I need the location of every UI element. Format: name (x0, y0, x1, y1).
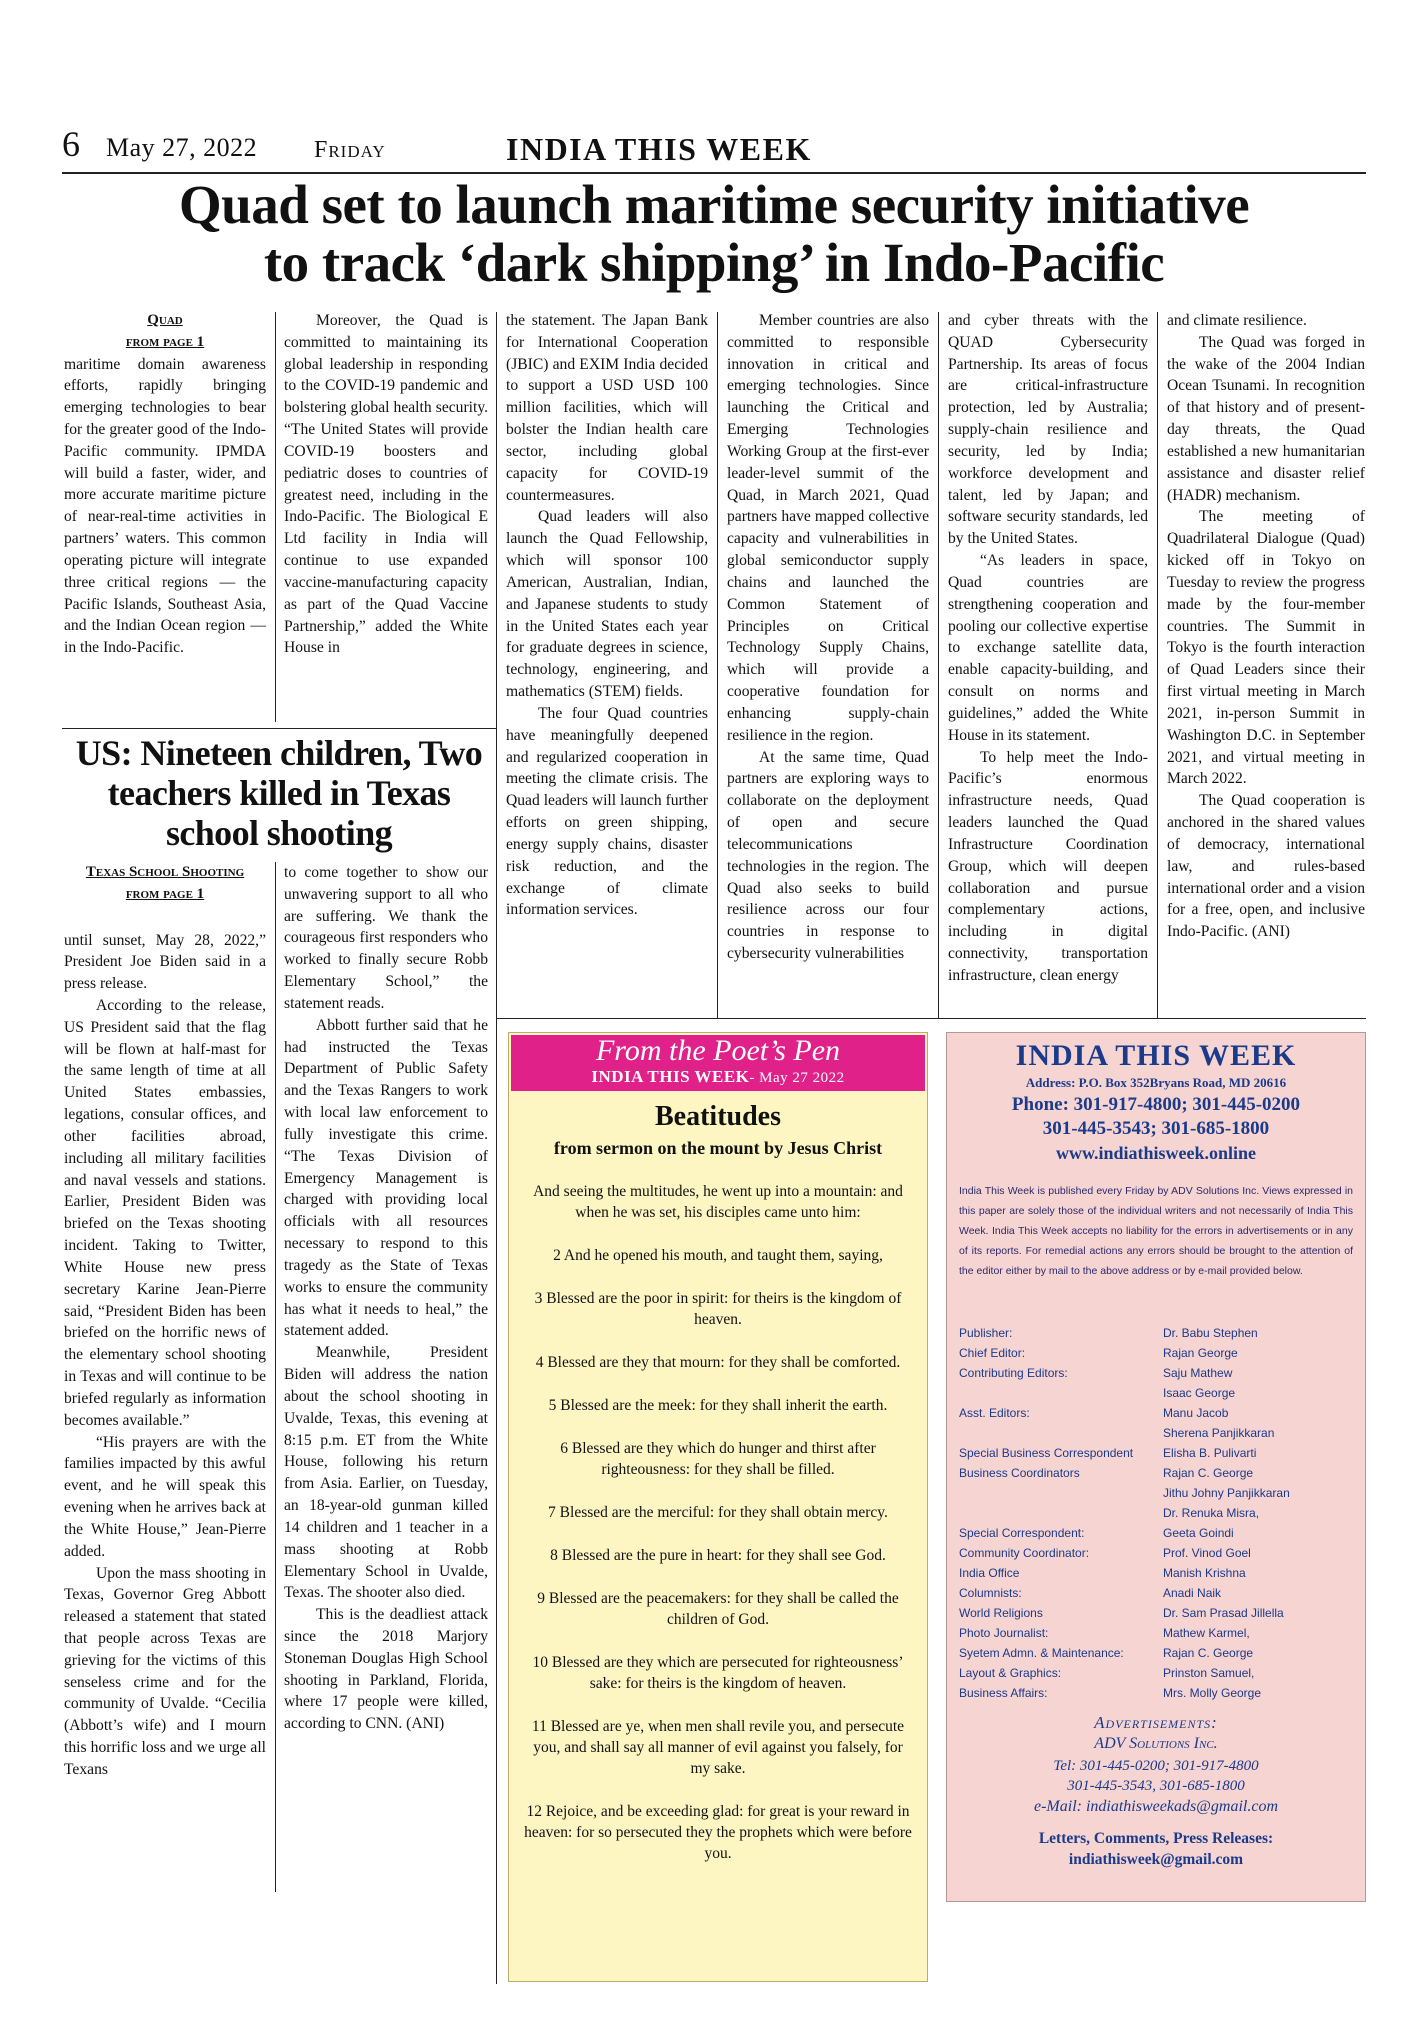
poets-pen-banner-title: From the Poet’s Pen (595, 1034, 841, 1067)
paragraph: This is the deadliest attack since the 2018 Marjory Stoneman Douglas High School shooting in Parkland, Florida, where 17 people were killed, according to CNN. (ANI) (284, 1606, 488, 1733)
verse: 9 Blessed are the peacemakers: for they shall be called the children of God. (537, 1590, 899, 1628)
staff-row (959, 1683, 1353, 1703)
staff-role: Special Correspondent: (959, 1526, 1085, 1540)
poem-title: Beatitudes (655, 1101, 781, 1132)
quad-col-1 (64, 310, 266, 659)
page-number: 6 (62, 124, 80, 164)
poets-pen-banner-date: - May 27 2022 (749, 1070, 845, 1086)
paragraph: Moreover, the Quad is committed to maintaining its global leadership in responding to the COVID-19 pandemic and bolstering global health security. “The United States will provide COVID-19 boosters and pediatric doses to countries of greatest need, including in the Indo-Pacific. The Biological E Ltd facility in India will continue to use expanded vaccine-manufacturing capacity as part of the Quad Vaccine Partnership,” added the White House in (284, 312, 488, 657)
staff-row (959, 1643, 1353, 1663)
staff-name: Geeta Goindi (1163, 1526, 1234, 1540)
poem-subtitle: from sermon on the mount by Jesus Christ (553, 1138, 883, 1158)
paragraph: To help meet the Indo-Pacific’s enormous infrastructure needs, Quad leaders launched the Quad Infrastructure Coordination Group, which will deepen collaboration and pursue complementary actions, including in digital connectivity, transportation infrastructure, clean energy (948, 748, 1148, 984)
staff-name: Saju Mathew (1163, 1366, 1233, 1380)
column-rule (275, 312, 276, 722)
info-box (946, 1032, 1366, 1902)
paragraph: At the same time, Quad partners are exploring ways to collaborate on the deployment of open and secure telecommunications technologies in the region. The Quad also seeks to build resilience across our four countries in response to cybersecurity vulnerabilities (727, 748, 929, 963)
staff-name: Elisha B. Pulivarti (1163, 1446, 1257, 1460)
staff-row (959, 1403, 1353, 1423)
paragraph: The Quad was forged in the wake of the 2004 Indian Ocean Tsunami. In recognition of that history and of present-day threats, the Quad established a new humanitarian assistance and disaster relief (HADR) mechanism. (1167, 333, 1365, 504)
quad-headline-line1: Quad set to launch maritime security initiative (178, 174, 1250, 235)
staff-role: Chief Editor: (959, 1346, 1026, 1360)
info-website[interactable]: www.indiathisweek.online (1055, 1143, 1257, 1163)
poets-pen-banner (511, 1035, 925, 1091)
info-address: Address: P.O. Box 352Bryans Road, MD 20616 (1025, 1075, 1287, 1090)
verse: 8 Blessed are the pure in heart: for they shall see God. (550, 1547, 886, 1564)
column-rule (496, 312, 497, 1984)
letters-label: Letters, Comments, Press Releases: (1038, 1830, 1274, 1847)
info-title: INDIA THIS WEEK (1015, 1039, 1297, 1072)
staff-role: Layout & Graphics: (959, 1666, 1062, 1680)
column-rule (1157, 312, 1158, 1018)
staff-role: Special Business Correspondent (959, 1446, 1134, 1460)
staff-role: Photo Journalist: (959, 1626, 1049, 1640)
texas-headline (62, 733, 496, 853)
texas-kicker-sub: from page 1 (125, 885, 205, 902)
staff-row (959, 1463, 1353, 1483)
staff-name: Prof. Vinod Goel (1163, 1546, 1251, 1560)
staff-row (959, 1423, 1353, 1443)
staff-role: Business Affairs: (959, 1686, 1048, 1700)
staff-name: Rajan C. George (1163, 1466, 1254, 1480)
staff-name: Prinston Samuel, (1163, 1666, 1255, 1680)
paragraph: the statement. The Japan Bank for International Cooperation (JBIC) and EXIM India decided to support a USD USD 100 million facilities, which will bolster the Indian health care sector, including global capacity for COVID-19 countermeasures. (506, 312, 708, 504)
poem-verses (523, 1181, 913, 1864)
issue-day: Friday (314, 137, 386, 163)
texas-headline-line2: teachers killed in Texas (107, 773, 451, 813)
paragraph: Meanwhile, President Biden will address the nation about the school shooting in Uvalde, Texas, this evening at 8:15 p.m. ET from the White House, following his return from Asia. Earlier, on Tuesday, an 18-year-old gunman killed 14 children and 1 teacher in a mass shooting at Robb Elementary School in Uvalde, Texas. The shooter also died. (284, 1344, 488, 1602)
staff-role: World Religions (959, 1606, 1043, 1620)
paragraph: According to the release, US President said that the flag will be flown at half-mast for the same length of time at all United States embassies, legations, consular offices, and other facilities abroad, including all military facilities and naval vessels and stations. Earlier, President Biden was briefed on the Texas shooting incident. Taking to Twitter, White House new press secretary Karine Jean-Pierre said, “President Biden has been briefed on the horrific news of the elementary school shooting in Texas and will continue to be briefed regularly as information becomes available.” (64, 996, 266, 1429)
poets-pen-banner-name: INDIA THIS WEEK (591, 1067, 750, 1086)
paragraph: Member countries are also committed to responsible innovation in critical and emerging technologies. Since launching the Critical and Emerging Technologies Working Group at the first-ever leader-level summit of the Quad, in March 2021, Quad partners have mapped collective capacity and vulnerabilities in global semiconductor supply chains and launched the Common Statement of Principles on Critical Technology Supply Chains, which will provide a cooperative foundation for enhancing supply-chain resilience in the region. (727, 312, 929, 744)
staff-name: Isaac George (1163, 1386, 1236, 1400)
staff-role: Community Coordinator: (959, 1546, 1090, 1560)
verse: 5 Blessed are the meek: for they shall inherit the earth. (548, 1397, 888, 1414)
section-rule (496, 1018, 1366, 1019)
staff-row (959, 1623, 1353, 1643)
staff-name: Manu Jacob (1163, 1406, 1229, 1420)
texas-col-2 (284, 862, 488, 1735)
verse: 3 Blessed are the poor in spirit: for theirs is the kingdom of heaven. (534, 1290, 902, 1328)
staff-row (959, 1583, 1353, 1603)
info-phone: Phone: 301-917-4800; 301-445-0200 (1011, 1094, 1301, 1115)
ads-company: ADV Solutions Inc. (1094, 1735, 1218, 1752)
verse: 12 Rejoice, and be exceeding glad: for great is your reward in heaven: for so persecuted they the prophets which were before you. (524, 1803, 912, 1862)
poets-pen-banner-sub (511, 1067, 925, 1088)
poets-pen-box (508, 1032, 928, 1982)
staff-name: Rajan George (1163, 1346, 1238, 1360)
verse: 4 Blessed are they that mourn: for they shall be comforted. (535, 1354, 901, 1371)
section-rule (62, 728, 496, 729)
texas-headline-line3: school shooting (165, 813, 393, 853)
quad-col-4 (727, 310, 929, 965)
staff-role (959, 1383, 1163, 1403)
staff-role (959, 1483, 1163, 1503)
staff-row (959, 1383, 1353, 1403)
column-rule (938, 312, 939, 1018)
info-phone-2: 301-445-3543; 301-685-1800 (1042, 1118, 1270, 1139)
staff-row (959, 1603, 1353, 1623)
paragraph: “His prayers are with the families impacted by this awful event, and he will speak this evening when he arrives back at the White House,” Jean-Pierre added. (64, 1433, 266, 1560)
quad-headline (62, 176, 1366, 292)
staff-name: Jithu Johny Panjikkaran (1163, 1486, 1290, 1500)
verse: 11 Blessed are ye, when men shall revile you, and persecute you, and shall say all manner of evil against you falsely, for my sake. (531, 1718, 905, 1777)
staff-name: Rajan C. George (1163, 1646, 1254, 1660)
staff-name: Mathew Karmel, (1163, 1626, 1250, 1640)
paragraph: and climate resilience. (1167, 312, 1307, 329)
staff-row (959, 1443, 1353, 1463)
info-disclaimer: India This Week is published every Friday by ADV Solutions Inc. Views expressed in this paper are solely those of the individual writers and not necessarily of India This Week. India This Week accepts no liability for the errors in advertisements or in any of its reports. For remedial actions any errors should be brought to the attention of the editor either by mail to the above address or by e-mail provided below. (959, 1185, 1353, 1277)
staff-row (959, 1343, 1353, 1363)
staff-row (959, 1483, 1353, 1503)
paragraph: and cyber threats with the QUAD Cybersecurity Partnership. Its areas of focus are critical-infrastructure protection, led by Australia; supply-chain resilience and security, led by India; workforce development and talent, led by Japan; and software security standards, led by the United States. (948, 312, 1148, 548)
verse: 7 Blessed are the merciful: for they shall obtain mercy. (548, 1504, 888, 1521)
ads-tel-2: 301-445-3543, 301-685-1800 (1067, 1778, 1245, 1794)
staff-row (959, 1323, 1353, 1343)
paragraph: The four Quad countries have meaningfully deepened and regularized cooperation in meeting the climate crisis. The Quad leaders will launch further efforts on green shipping, energy supply chains, disaster risk reduction, and the exchange of climate information services. (506, 704, 708, 919)
paragraph: “As leaders in space, Quad countries are strengthening cooperation and pooling our collective expertise to exchange satellite data, enable capacity-building, and consult on norms and guidelines,” added the White House in its statement. (948, 552, 1148, 744)
staff-role: Business Coordinators (959, 1466, 1080, 1480)
paragraph: Upon the mass shooting in Texas, Governor Greg Abbott released a statement that stated that people across Texas are grieving for the victims of this senseless crime and for the community of Uvalde. “Cecilia (Abbott’s wife) and I mourn this horrific loss and we urge all Texans (64, 1564, 266, 1778)
staff-role: India Office (959, 1566, 1020, 1580)
staff-row (959, 1543, 1353, 1563)
staff-name: Sherena Panjikkaran (1163, 1426, 1275, 1440)
staff-name: Anadi Naik (1163, 1586, 1222, 1600)
issue-date: May 27, 2022 (106, 133, 258, 162)
staff-row (959, 1363, 1353, 1383)
texas-headline-line1: US: Nineteen children, Two (75, 733, 483, 773)
paragraph: Abbott further said that he had instructed the Texas Department of Public Safety and the Texas Rangers to work with local law enforcement to fully investigate this crime. “The Texas Division of Emergency Management is charged with providing local officials with all resources necessary to respond to this tragedy as the State of Texas works to ensure the community has what it needs to heal,” the statement added. (284, 1016, 488, 1340)
staff-role: Asst. Editors: (959, 1406, 1030, 1420)
staff-row (959, 1523, 1353, 1543)
paragraph: maritime domain awareness efforts, rapidly bringing emerging technologies to bear for the greater good of the Indo-Pacific community. IPMDA will build a faster, wider, and more accurate maritime picture of near-real-time activities in partners’ waters. This common operating picture will integrate three critical regions — the Pacific Islands, Southeast Asia, and the Indian Ocean region — in the Indo-Pacific. (64, 355, 266, 657)
texas-kicker: Texas School Shooting (85, 864, 245, 880)
quad-kicker-sub: from page 1 (125, 333, 205, 350)
quad-col-5 (948, 310, 1148, 987)
staff-list (959, 1323, 1353, 1703)
quad-col-2 (284, 310, 488, 659)
staff-role (959, 1503, 1163, 1523)
staff-role: Syetem Admn. & Maintenance: (959, 1646, 1124, 1660)
column-rule (717, 312, 718, 1018)
paragraph: The Quad cooperation is anchored in the shared values of democracy, international law, and rules-based international order and a vision for a free, open, and inclusive Indo-Pacific. (ANI) (1167, 792, 1365, 941)
staff-role: Columnists: (959, 1586, 1022, 1600)
letters-email[interactable]: indiathisweek@gmail.com (1068, 1851, 1244, 1868)
ads-email[interactable]: e-Mail: indiathisweekads@gmail.com (1033, 1798, 1278, 1815)
staff-role (959, 1423, 1163, 1443)
verse: 2 And he opened his mouth, and taught them, saying, (553, 1247, 883, 1264)
quad-kicker: Quad (147, 312, 183, 328)
staff-name: Mrs. Molly George (1163, 1686, 1262, 1700)
staff-role: Publisher: (959, 1326, 1013, 1340)
paragraph: The meeting of Quadrilateral Dialogue (Quad) kicked off in Tokyo on Tuesday to review the progress made by the four-member countries. The Summit in Tokyo is the fourth interaction of Quad Leaders since their first virtual meeting in March 2021, in-person Summit in Washington D.C. in September 2021, and virtual meeting in March 2022. (1167, 508, 1365, 788)
masthead: INDIA THIS WEEK (506, 131, 812, 167)
staff-row (959, 1503, 1353, 1523)
verse: 10 Blessed are they which are persecuted for righteousness’ sake: for theirs is the kingdom of heaven. (532, 1654, 904, 1692)
staff-name: Dr. Renuka Misra, (1163, 1506, 1260, 1520)
paragraph: until sunset, May 28, 2022,” President Joe Biden said in a press release. (64, 931, 266, 993)
quad-col-6 (1167, 310, 1365, 943)
verse: 6 Blessed are they which do hunger and thirst after righteousness: for they shall be filled. (560, 1440, 876, 1478)
paragraph: Quad leaders will also launch the Quad Fellowship, which will sponsor 100 American, Australian, Indian, and Japanese students to study in the United States each year for graduate degrees in science, technology, engineering, and mathematics (STEM) fields. (506, 508, 708, 701)
staff-role: Contributing Editors: (959, 1366, 1068, 1380)
texas-col-1 (64, 862, 266, 1781)
column-rule (275, 862, 276, 1892)
quad-col-3 (506, 310, 708, 921)
paragraph: to come together to show our unwavering support to all who are suffering. We thank the courageous first responders who worked to finally secure Robb Elementary School,” the statement reads. (284, 864, 488, 1012)
staff-name: Dr. Babu Stephen (1163, 1326, 1258, 1340)
staff-name: Dr. Sam Prasad Jillella (1163, 1606, 1284, 1620)
verse: And seeing the multitudes, he went up into a mountain: and when he was set, his disciples came unto him: (533, 1183, 903, 1221)
staff-row (959, 1563, 1353, 1583)
staff-row (959, 1663, 1353, 1683)
quad-headline-line2: to track ‘dark shipping’ in Indo-Pacific (263, 232, 1165, 293)
ads-title: Advertisements: (1094, 1713, 1218, 1732)
ads-tel: Tel: 301-445-0200; 301-917-4800 (1053, 1758, 1259, 1774)
staff-name: Manish Krishna (1163, 1566, 1246, 1580)
